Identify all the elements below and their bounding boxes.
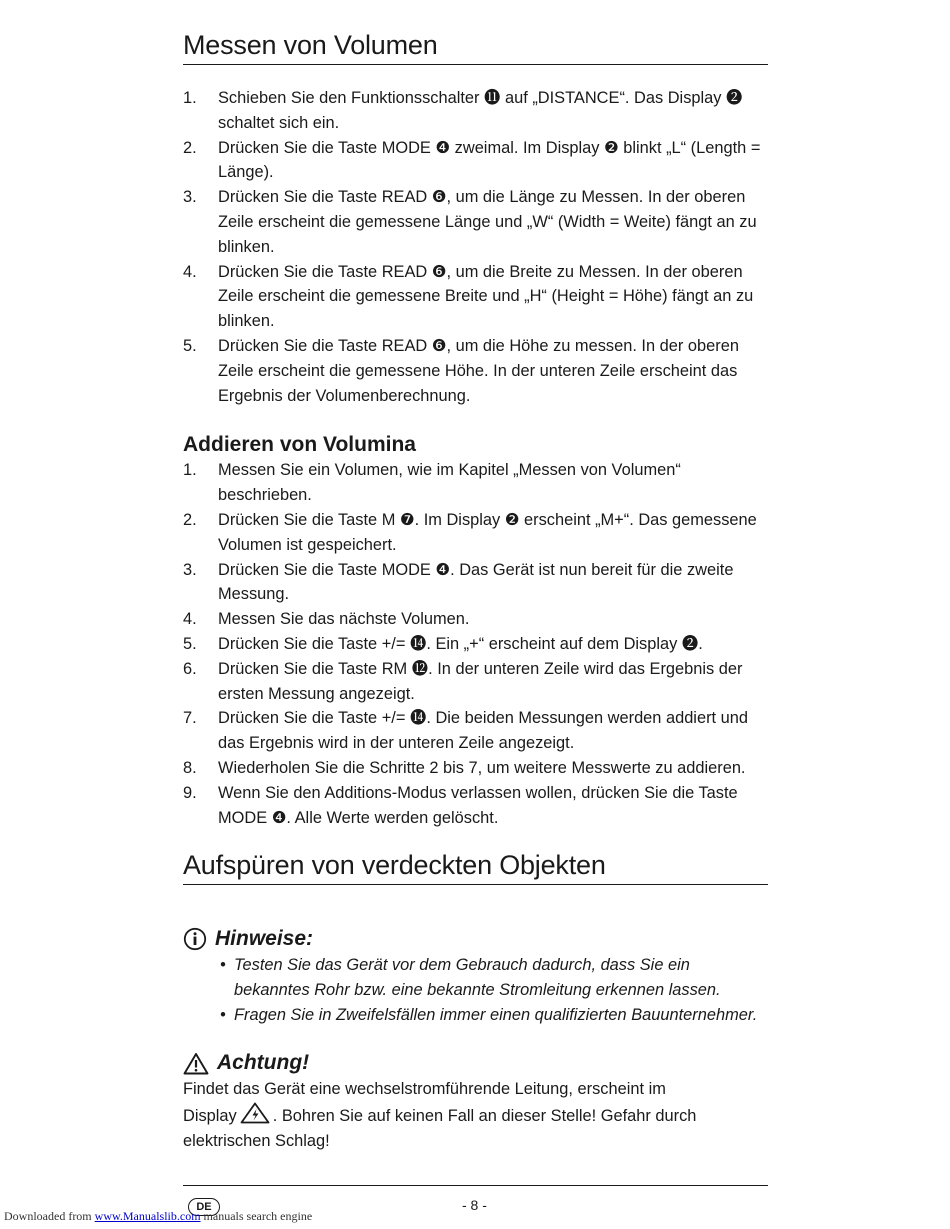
step-number: 2. <box>183 510 197 529</box>
warning-text-before: Findet das Gerät eine wechselstromführende Leitung, erscheint im Display <box>183 1080 666 1126</box>
volume-step-1 <box>183 86 768 136</box>
warning-title: Achtung! <box>217 1051 310 1075</box>
add-steps <box>183 458 768 830</box>
step-text: Schieben Sie den Funktionsschalter ⓫ auf „DISTANCE“. Das Display ❷ schaltet sich ein. <box>218 89 743 132</box>
add-step-1 <box>183 458 768 508</box>
note-text: Testen Sie das Gerät vor dem Gebrauch dadurch, dass Sie ein bekanntes Rohr bzw. eine bekannte Stromleitung erkennen lassen. <box>234 956 721 1000</box>
step-number: 6. <box>183 659 197 678</box>
step-text: Wenn Sie den Additions-Modus verlassen wollen, drücken Sie die Taste MODE ❹. Alle Werte werden gelöscht. <box>218 783 738 827</box>
bullet-dot: • <box>220 1006 226 1025</box>
watermark-prefix: Downloaded from <box>4 1209 95 1223</box>
section-title-volume: Messen von Volumen <box>183 30 768 65</box>
page-number: - 8 - <box>462 1197 487 1213</box>
note-block <box>183 925 768 1028</box>
step-number: 4. <box>183 610 197 629</box>
step-number: 3. <box>183 188 197 207</box>
note-text: Fragen Sie in Zweifelsfällen immer einen qualifizierten Bauunternehmer. <box>234 1006 758 1025</box>
manualslib-link[interactable]: www.Manualslib.com <box>94 1209 201 1223</box>
step-number: 5. <box>183 336 197 355</box>
step-number: 2. <box>183 138 197 157</box>
high-voltage-triangle-icon <box>240 1102 270 1124</box>
note-item <box>183 1003 768 1028</box>
step-number: 5. <box>183 634 197 653</box>
add-step-3 <box>183 558 768 608</box>
watermark-suffix: manuals search engine <box>200 1209 313 1223</box>
step-text: Drücken Sie die Taste M ❼. Im Display ❷ erscheint „M+“. Das gemessene Volumen ist gespeichert. <box>218 510 757 554</box>
volume-step-4 <box>183 260 768 334</box>
step-text: Drücken Sie die Taste +/= ⓮. Die beiden Messungen werden addiert und das Ergebnis wird in der unteren Zeile angezeigt. <box>218 709 748 753</box>
step-number: 3. <box>183 560 197 579</box>
warning-triangle-icon <box>183 1052 209 1075</box>
volume-steps <box>183 86 768 408</box>
volume-step-3 <box>183 185 768 259</box>
manual-page <box>183 30 768 1154</box>
warning-block <box>183 1049 768 1154</box>
note-title: Hinweise: <box>215 927 314 951</box>
step-number: 1. <box>183 461 197 480</box>
info-circle-icon <box>183 927 207 951</box>
section-title-detect: Aufspüren von verdeckten Objekten <box>183 850 768 885</box>
step-text: Wiederholen Sie die Schritte 2 bis 7, um weitere Messwerte zu addieren. <box>218 758 746 777</box>
step-text: Messen Sie ein Volumen, wie im Kapitel „Messen von Volumen“ beschrieben. <box>218 461 681 505</box>
language-badge: DE <box>188 1198 220 1216</box>
step-text: Drücken Sie die Taste READ ❻, um die Breite zu Messen. In der oberen Zeile erscheint die gemessene Breite und „H“ (Height = Höhe) fängt an zu blinken. <box>218 262 754 331</box>
note-list <box>183 953 768 1028</box>
add-step-7 <box>183 706 768 756</box>
add-step-6 <box>183 657 768 707</box>
step-text: Drücken Sie die Taste READ ❻, um die Höhe zu messen. In der oberen Zeile erscheint die gemessene Höhe. In der unteren Zeile erscheint das Ergebnis der Volumenberechnung. <box>218 336 739 405</box>
step-number: 1. <box>183 89 197 107</box>
step-text: Drücken Sie die Taste RM ⓬. In der unteren Zeile wird das Ergebnis der ersten Messung angezeigt. <box>218 659 743 703</box>
step-number: 8. <box>183 758 197 777</box>
note-item <box>183 953 768 1003</box>
footer-divider <box>183 1185 768 1186</box>
step-text: Drücken Sie die Taste +/= ⓮. Ein „+“ erscheint auf dem Display ❷. <box>218 634 703 653</box>
step-text: Drücken Sie die Taste MODE ❹ zweimal. Im Display ❷ blinkt „L“ (Length = Länge). <box>218 138 761 182</box>
add-step-9 <box>183 781 768 831</box>
add-step-5 <box>183 632 768 657</box>
step-number: 7. <box>183 709 197 728</box>
add-step-4 <box>183 607 768 632</box>
add-step-8 <box>183 756 768 781</box>
volume-step-5 <box>183 334 768 408</box>
volume-step-2 <box>183 136 768 186</box>
bullet-dot: • <box>220 956 226 975</box>
warning-text-after: . Bohren Sie auf keinen Fall an dieser Stelle! Gefahr durch elektrischen Schlag! <box>183 1107 697 1151</box>
step-number: 4. <box>183 262 197 281</box>
step-text: Drücken Sie die Taste READ ❻, um die Länge zu Messen. In der oberen Zeile erscheint die gemessene Länge und „W“ (Width = Weite) fängt an zu blinken. <box>218 188 757 256</box>
add-step-2 <box>183 508 768 558</box>
step-number: 9. <box>183 783 197 802</box>
section-title-add: Addieren von Volumina <box>183 433 416 457</box>
warning-heading <box>183 1049 768 1077</box>
download-watermark <box>4 1209 312 1224</box>
warning-text <box>183 1077 703 1154</box>
note-heading <box>183 925 768 953</box>
step-text: Messen Sie das nächste Volumen. <box>218 610 470 629</box>
step-text: Drücken Sie die Taste MODE ❹. Das Gerät ist nun bereit für die zweite Messung. <box>218 560 734 604</box>
